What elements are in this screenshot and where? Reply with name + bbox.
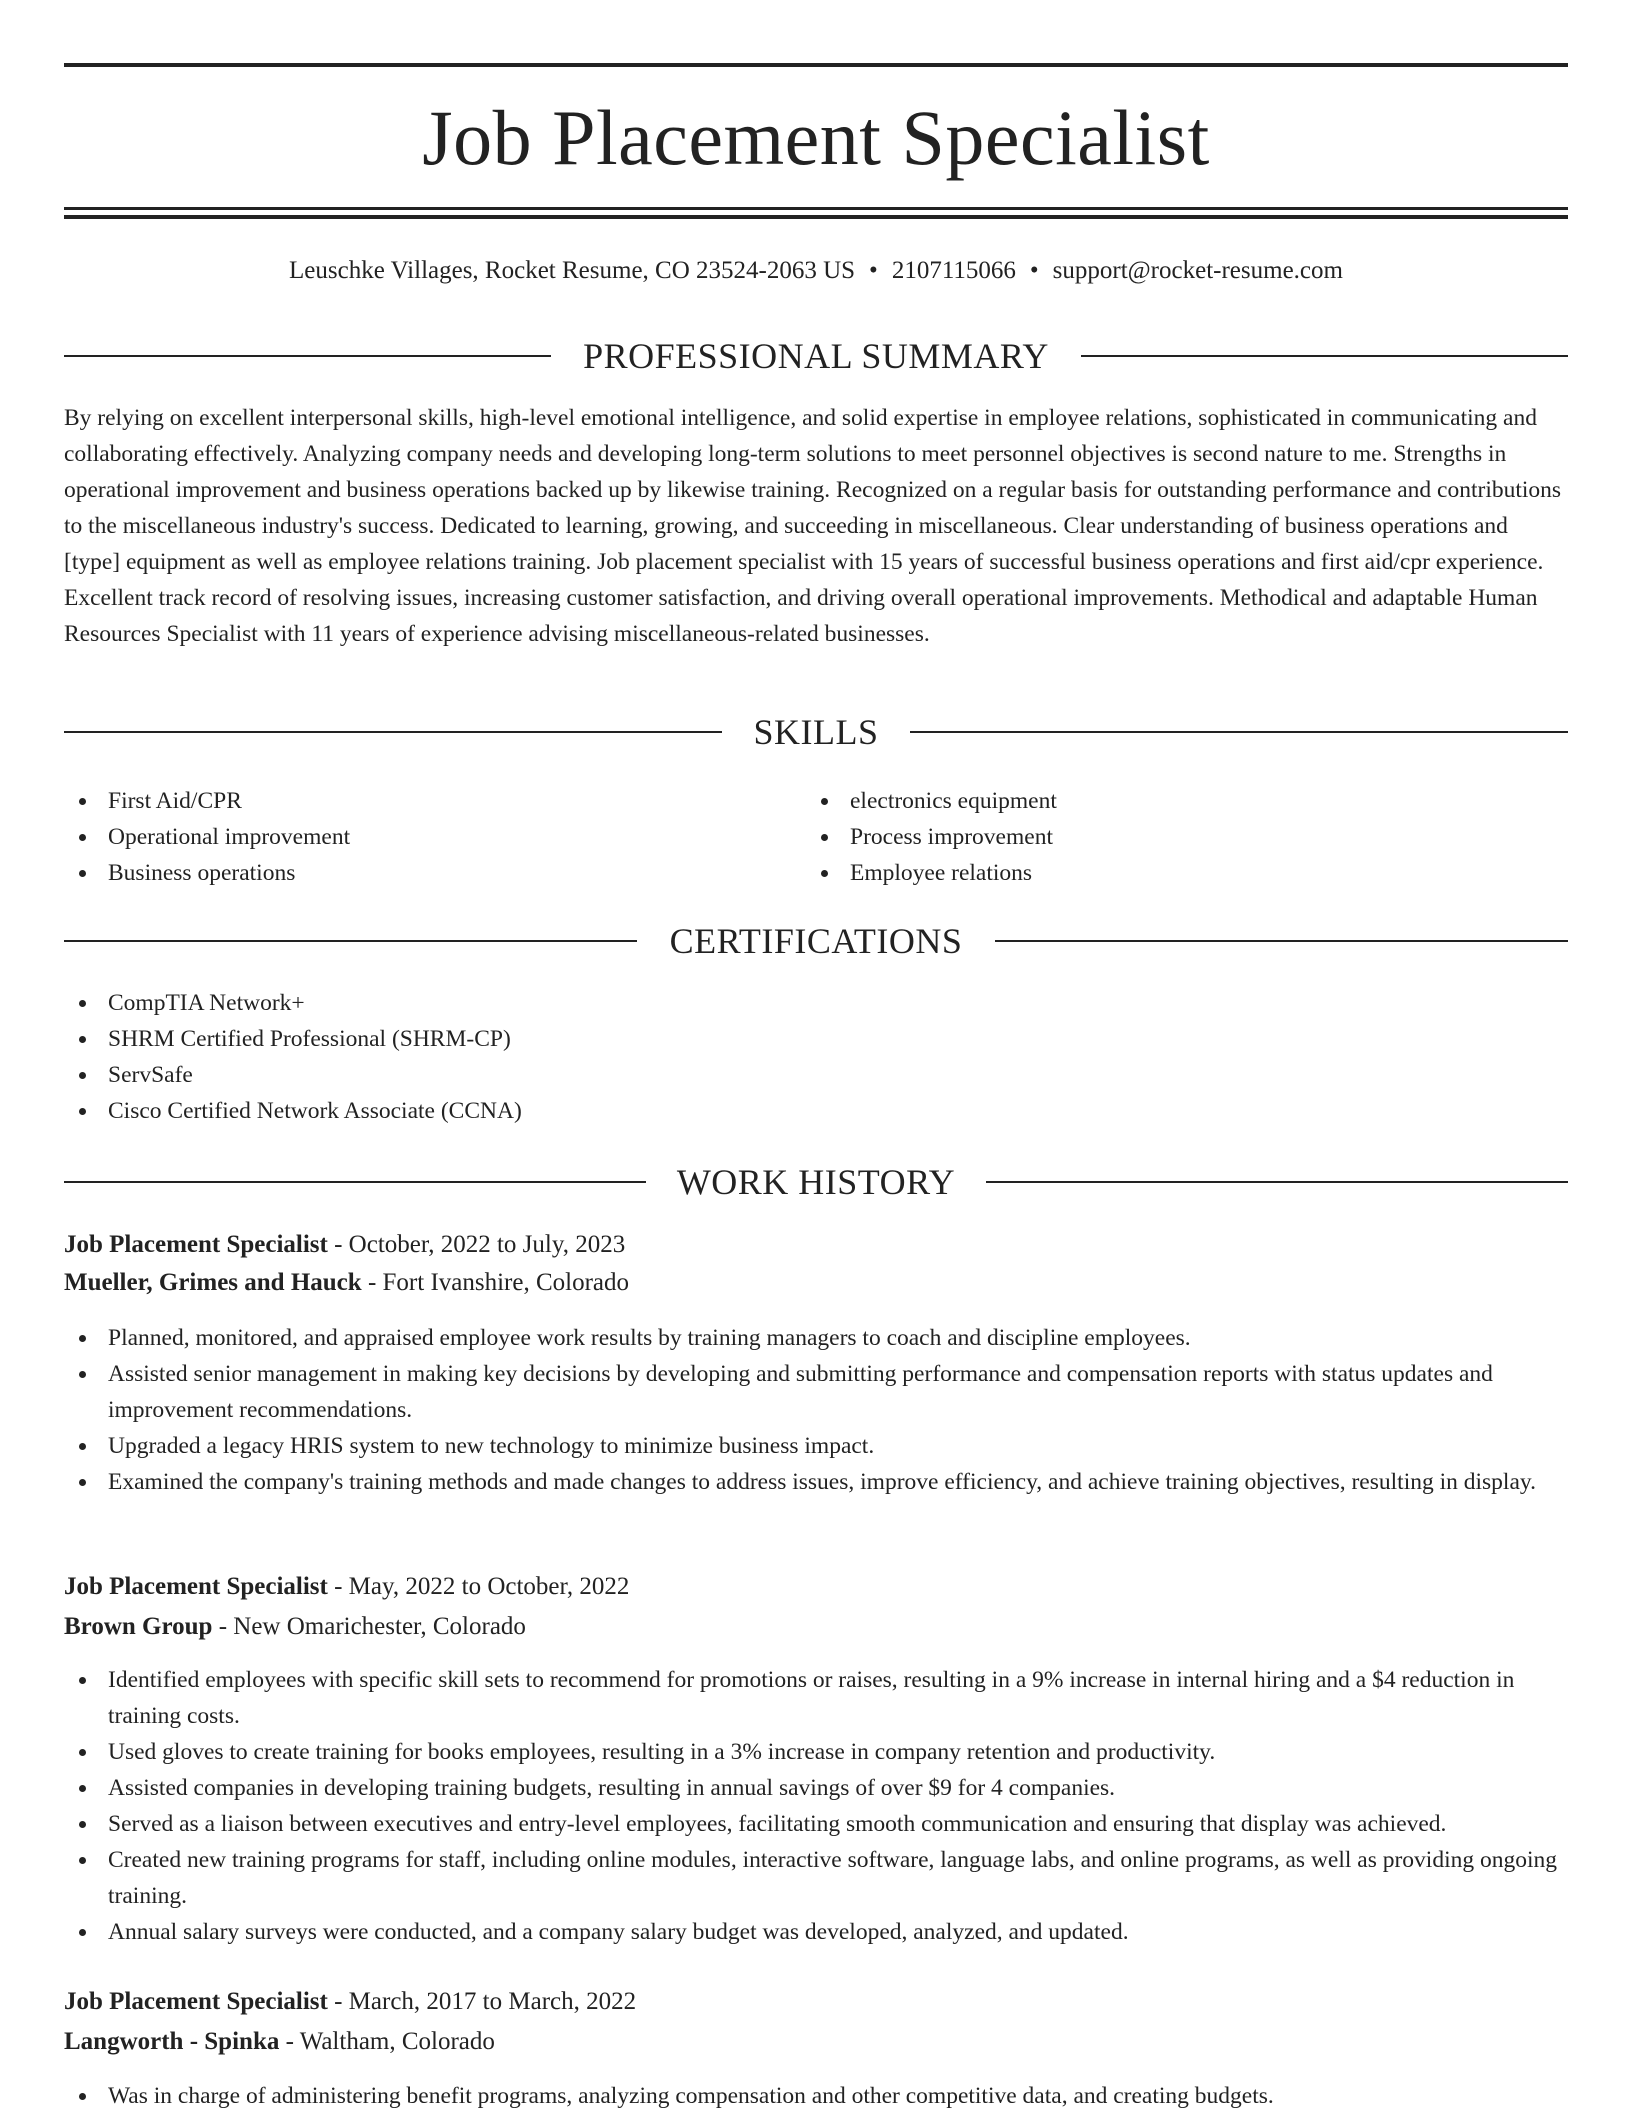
- job-title-line: [64, 1984, 1568, 2020]
- job-bullet: Created new training programs for staff, including online modules, interactive software, language labs, and online programs, as well as providing ongoing training.: [64, 1842, 1568, 1914]
- section-heading-skills: [64, 710, 1568, 754]
- job-bullets: [64, 1662, 1568, 1950]
- skill-item: First Aid/CPR: [64, 783, 764, 819]
- contact-address: Leuschke Villages, Rocket Resume, CO 23524-2063 US: [289, 257, 856, 284]
- job-company: Langworth - Spinka: [64, 2028, 280, 2055]
- job-title: Job Placement Specialist: [64, 1988, 328, 2015]
- job-dates: - October, 2022 to July, 2023: [327, 1231, 626, 1258]
- job-company: Brown Group: [64, 1613, 213, 1640]
- section-title: WORK HISTORY: [64, 1160, 1568, 1204]
- job-bullets: [64, 2078, 1568, 2114]
- job-bullet: Examined the company's training methods and made changes to address issues, improve efficiency, and achieve training objectives, resulting in display.: [64, 1464, 1568, 1500]
- job-location: - Fort Ivanshire, Colorado: [361, 1269, 629, 1296]
- contact-separator: •: [869, 257, 878, 284]
- job-dates: - March, 2017 to March, 2022: [327, 1988, 637, 2015]
- skill-item: Process improvement: [806, 819, 1506, 855]
- certification-item: ServSafe: [64, 1057, 1568, 1093]
- section-heading-summary: [64, 334, 1568, 378]
- job-title: Job Placement Specialist: [64, 1231, 328, 1258]
- job-bullet: Assisted senior management in making key decisions by developing and submitting performance and compensation reports with status updates and improvement recommendations.: [64, 1356, 1568, 1428]
- job-bullet: Served as a liaison between executives and entry-level employees, facilitating smooth communication and ensuring that display was achieved.: [64, 1806, 1568, 1842]
- certifications-list: [64, 985, 1568, 1129]
- section-title: PROFESSIONAL SUMMARY: [64, 334, 1568, 378]
- job-company-line: [64, 1265, 1568, 1301]
- contact-separator: •: [1029, 257, 1039, 284]
- section-title: SKILLS: [64, 710, 1568, 754]
- contact-line: [64, 254, 1568, 288]
- summary-paragraph: By relying on excellent interpersonal skills, high-level emotional intelligence, and solid expertise in employee relations, sophisticated in communicating and collaborating effectively. Analyzing company needs and developing long-term solutions to meet personnel objectives is second nature to me. Strengths in operational improvement and business operations backed up by likewise training. Recognized on a regular basis for outstanding performance and contributions to the miscellaneous industry's success. Dedicated to learning, growing, and succeeding in miscellaneous. Clear understanding of business operations and [type] equipment as well as employee relations training. Job placement specialist with 15 years of successful business operations and first aid/cpr experience. Excellent track record of resolving issues, increasing customer satisfaction, and driving overall operational improvements. Methodical and adaptable Human Resources Specialist with 11 years of experience advising miscellaneous-related businesses.: [64, 405, 1562, 647]
- certification-item: Cisco Certified Network Associate (CCNA): [64, 1093, 1568, 1129]
- skill-item: Employee relations: [806, 855, 1506, 891]
- contact-phone: 2107115066: [891, 257, 1016, 284]
- job-bullet: Upgraded a legacy HRIS system to new technology to minimize business impact.: [64, 1428, 1568, 1464]
- job-bullet: Annual salary surveys were conducted, and a company salary budget was developed, analyzed, and updated.: [64, 1914, 1568, 1950]
- job-company-line: [64, 1609, 1568, 1645]
- job-title-line: [64, 1227, 1568, 1263]
- job-location: - New Omarichester, Colorado: [212, 1613, 526, 1640]
- job-title-line: [64, 1569, 1568, 1605]
- section-heading-certifications: [64, 919, 1568, 963]
- certification-item: SHRM Certified Professional (SHRM-CP): [64, 1021, 1568, 1057]
- skills-list-left: [64, 783, 764, 891]
- header-double-rule-upper: [64, 207, 1568, 210]
- job-bullet: Planned, monitored, and appraised employee work results by training managers to coach and discipline employees.: [64, 1320, 1568, 1356]
- job-bullet: Used gloves to create training for books employees, resulting in a 3% increase in company retention and productivity.: [64, 1734, 1568, 1770]
- contact-email: support@rocket-resume.com: [1052, 257, 1343, 284]
- job-bullet: Identified employees with specific skill sets to recommend for promotions or raises, resulting in a 9% increase in internal hiring and a $4 reduction in training costs.: [64, 1662, 1568, 1734]
- job-bullet: Was in charge of administering benefit programs, analyzing compensation and other competitive data, and creating budgets.: [64, 2078, 1568, 2114]
- job-bullets: [64, 1320, 1568, 1500]
- job-bullet: Assisted companies in developing training budgets, resulting in annual savings of over $9 for 4 companies.: [64, 1770, 1568, 1806]
- header-top-rule: [64, 63, 1568, 67]
- section-heading-work-history: [64, 1160, 1568, 1204]
- job-title: Job Placement Specialist: [64, 1573, 328, 1600]
- skill-item: Operational improvement: [64, 819, 764, 855]
- job-location: - Waltham, Colorado: [279, 2028, 495, 2055]
- skill-item: Business operations: [64, 855, 764, 891]
- skills-list-right: [806, 783, 1506, 891]
- header-double-rule-lower: [64, 215, 1568, 219]
- certification-item: CompTIA Network+: [64, 985, 1568, 1021]
- section-title: CERTIFICATIONS: [64, 919, 1568, 963]
- page-title: Job Placement Specialist: [422, 94, 1210, 181]
- job-company: Mueller, Grimes and Hauck: [64, 1269, 362, 1296]
- job-dates: - May, 2022 to October, 2022: [327, 1573, 630, 1600]
- job-company-line: [64, 2024, 1568, 2060]
- skill-item: electronics equipment: [806, 783, 1506, 819]
